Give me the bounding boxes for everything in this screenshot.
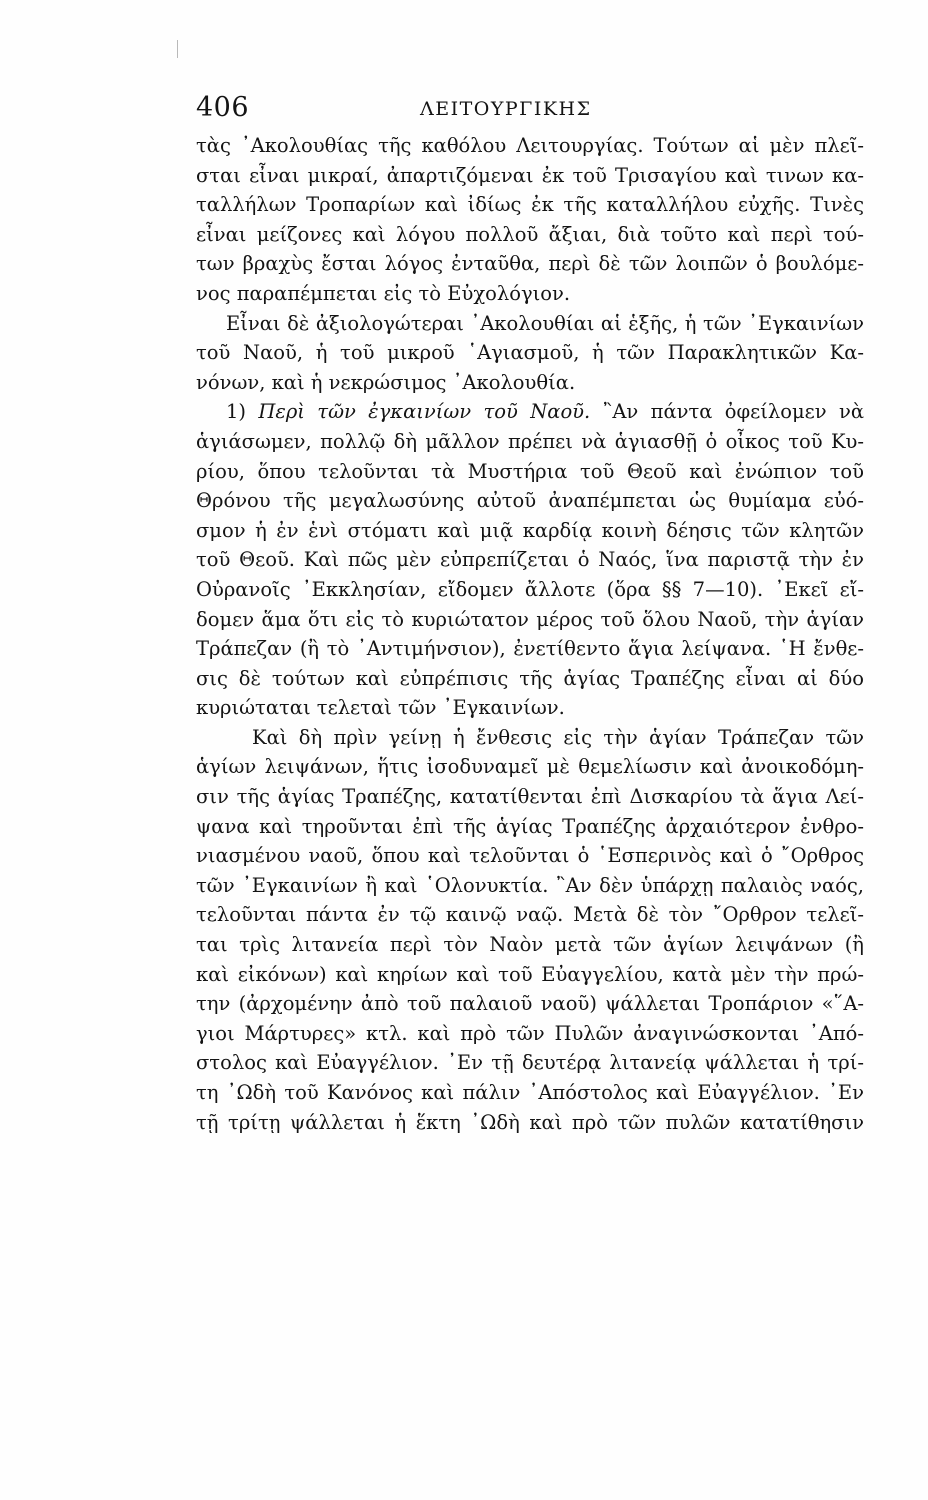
text-line: εἶναι μείζονες καὶ λόγου πολλοῦ ἄξιαι, διὰ τοῦτο καὶ περὶ τού- bbox=[196, 222, 864, 246]
text-line: νιασμένου ναοῦ, ὅπου καὶ τελοῦνται ὁ ῾Εσπερινὸς καὶ ὁ ῎Ορθρος bbox=[196, 844, 864, 868]
page-number: 406 bbox=[196, 92, 250, 123]
section-text: ῍Αν πάντα ὀφείλομεν νὰ bbox=[590, 400, 865, 424]
section-number: 1) bbox=[226, 400, 259, 424]
text-line: νόνων, καὶ ἡ νεκρώσιμος ᾽Ακολουθία. bbox=[196, 370, 576, 394]
text-line: σται εἶναι μικραί, ἀπαρτιζόμεναι ἐκ τοῦ Τρισαγίου καὶ τινων κα- bbox=[196, 163, 864, 187]
text-line: Τράπεζαν (ἢ τὸ ᾽Αντιμήνσιον), ἐνετίθεντο ἅγια λείψανα. ῾Η ἔνθε- bbox=[196, 637, 864, 661]
text-line: γιοι Μάρτυρες» κτλ. καὶ πρὸ τῶν Πυλῶν ἀναγινώσκονται ᾽Από- bbox=[196, 1021, 864, 1045]
text-line: Οὐρανοῖς ᾽Εκκλησίαν, εἴδομεν ἄλλοτε (ὅρα §§ 7—10). ᾽Εκεῖ εἴ- bbox=[196, 577, 864, 601]
text-line: τη ᾽Ωδὴ τοῦ Κανόνος καὶ πάλιν ᾽Απόστολος καὶ Εὐαγγέλιον. ᾽Εν bbox=[196, 1081, 864, 1104]
text-line: τῇ τρίτῃ ψάλλεται ἡ ἕκτη ᾽Ωδὴ καὶ πρὸ τῶν πυλῶν κατατίθησιν bbox=[196, 1110, 864, 1134]
text-line: τὰς ᾽Ακολουθίας τῆς καθόλου Λειτουργίας. Τούτων αἱ μὲν πλεῖ- bbox=[196, 134, 864, 157]
text-line: ἁγίων λειψάνων, ἥτις ἰσοδυναμεῖ μὲ θεμελίωσιν καὶ ἀνοικοδόμη- bbox=[196, 755, 864, 779]
text-line: δομεν ἅμα ὅτι εἰς τὸ κυριώτατον μέρος τοῦ ὅλου Ναοῦ, τὴν ἁγίαν bbox=[196, 607, 864, 631]
text-line: ἁγιάσωμεν, πολλῷ δὴ μᾶλλον πρέπει νὰ ἁγιασθῇ ὁ οἶκος τοῦ Κυ- bbox=[196, 429, 864, 453]
text-line: ται τρὶς λιτανεία περὶ τὸν Ναὸν μετὰ τῶν ἁγίων λειψάνων (ἢ bbox=[196, 933, 864, 957]
text-line: τοῦ Θεοῦ. Καὶ πῶς μὲν εὐπρεπίζεται ὁ Ναός, ἵνα παριστᾷ τὴν ἐν bbox=[196, 548, 864, 572]
text-line: ψανα καὶ τηροῦνται ἐπὶ τῆς ἁγίας Τραπέζης ἀρχαιότερον ἐνθρο- bbox=[196, 814, 864, 838]
running-title: ΛΕΙΤΟΥΡΓΙΚΗΣ bbox=[420, 98, 592, 120]
text-line: Εἶναι δὲ ἀξιολογώτεραι ᾽Ακολουθίαι αἱ ἑξῆς, ἡ τῶν ᾽Εγκαινίων bbox=[226, 311, 864, 335]
text-line: ρίου, ὅπου τελοῦνται τὰ Μυστήρια τοῦ Θεοῦ καὶ ἐνώπιον τοῦ bbox=[196, 459, 864, 483]
text-line: κυριώταται τελεταὶ τῶν ᾽Εγκαινίων. bbox=[196, 696, 565, 720]
text-line: των βραχὺς ἔσται λόγος ἐνταῦθα, περὶ δὲ τῶν λοιπῶν ὁ βουλόμε- bbox=[196, 252, 864, 276]
text-line: καὶ εἰκόνων) καὶ κηρίων καὶ τοῦ Εὐαγγελίου, κατὰ μὲν τὴν πρώ- bbox=[196, 962, 864, 986]
text-line: ταλλήλων Τροπαρίων καὶ ἰδίως ἐκ τῆς καταλλήλου εὐχῆς. Τινὲς bbox=[196, 193, 864, 217]
text-line: σιν τῆς ἁγίας Τραπέζης, κατατίθενται ἐπὶ Δισκαρίου τὰ ἅγια Λεί- bbox=[196, 785, 864, 809]
text-line: σις δὲ τούτων καὶ εὐπρέπισις τῆς ἁγίας Τραπέζης εἶναι αἱ δύο bbox=[196, 666, 864, 690]
text-line: νος παραπέμπεται εἰς τὸ Εὐχολόγιον. bbox=[196, 281, 571, 305]
text-line: σμον ἡ ἐν ἑνὶ στόματι καὶ μιᾷ καρδίᾳ κοινὴ δέησις τῶν κλητῶν bbox=[196, 518, 864, 542]
text-line: την (ἀρχομένην ἀπὸ τοῦ παλαιοῦ ναοῦ) ψάλλεται Τροπάριον «῞Α- bbox=[196, 992, 864, 1016]
body-text bbox=[196, 131, 864, 1137]
text-line: στολος καὶ Εὐαγγέλιον. ᾽Εν τῇ δευτέρᾳ λιτανείᾳ ψάλλεται ἡ τρί- bbox=[196, 1051, 864, 1075]
margin-mark bbox=[177, 40, 178, 58]
running-head bbox=[196, 92, 864, 132]
text-line: τοῦ Ναοῦ, ἡ τοῦ μικροῦ ῾Αγιασμοῦ, ἡ τῶν Παρακλητικῶν Κα- bbox=[196, 341, 864, 365]
text-line: Καὶ δὴ πρὶν γείνῃ ἡ ἔνθεσις εἰς τὴν ἁγίαν Τράπεζαν τῶν bbox=[252, 725, 864, 749]
text-line: τῶν ᾽Εγκαινίων ἢ καὶ ῾Ολονυκτία. ῍Αν δὲν ὑπάρχῃ παλαιὸς ναός, bbox=[196, 873, 864, 897]
text-line: Θρόνου τῆς μεγαλωσύνης αὐτοῦ ἀναπέμπεται ὡς θυμίαμα εὐό- bbox=[196, 489, 864, 513]
section-title: Περὶ τῶν ἐγκαινίων τοῦ Ναοῦ. bbox=[258, 400, 591, 424]
text-line: τελοῦνται πάντα ἐν τῷ καινῷ ναῷ. Μετὰ δὲ τὸν ῎Ορθρον τελεῖ- bbox=[196, 903, 864, 927]
section-heading-line bbox=[196, 397, 864, 427]
